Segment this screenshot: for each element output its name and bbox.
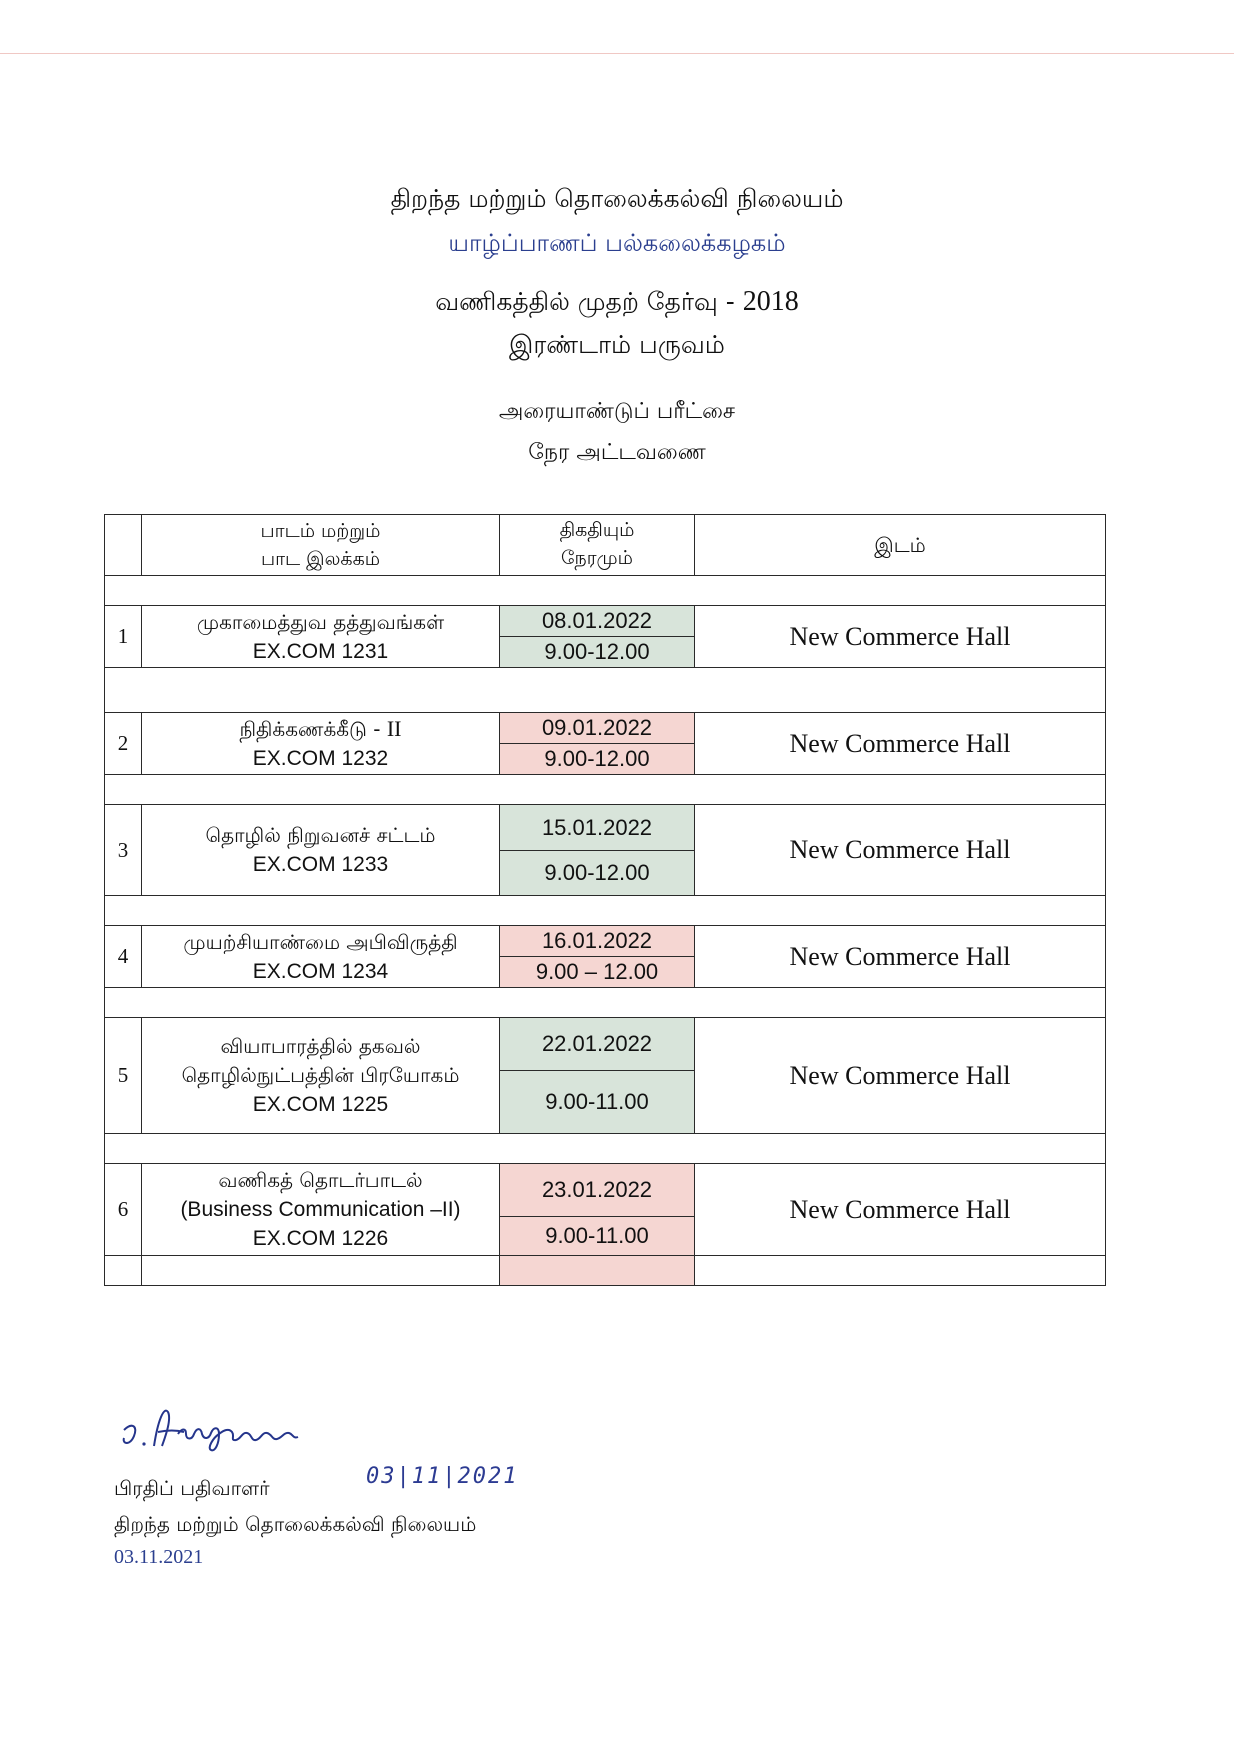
table-row: [105, 1164, 1106, 1217]
subject-name-line2: (Business Communication –II): [180, 1198, 461, 1221]
subject-code: EX.COM 1234: [252, 959, 389, 983]
subject-cell: [142, 713, 500, 775]
exam-time: 9.00-12.00: [500, 637, 695, 668]
row-number: 6: [105, 1164, 142, 1256]
venue: New Commerce Hall: [695, 1164, 1106, 1256]
subject-name: வியாபாரத்தில் தகவல்: [220, 1034, 421, 1058]
table-row: [105, 1018, 1106, 1071]
table-header-row: [105, 515, 1106, 576]
exam-date: 15.01.2022: [500, 805, 695, 851]
subject-name-suffix: II: [386, 716, 402, 741]
signature: [118, 1400, 378, 1460]
subject-name-text: நிதிக்கணக்கீடு -: [239, 717, 381, 741]
subject-code: EX.COM 1231: [252, 639, 389, 663]
row-number: 2: [105, 713, 142, 775]
subject-code: EX.COM 1233: [252, 853, 389, 876]
header-datetime-cell: [500, 515, 695, 576]
header-subject-line1: பாடம் மற்றும்: [260, 520, 381, 542]
exam-name: வணிகத்தில் முதற் தேர்வு -: [435, 287, 735, 316]
exam-date: 16.01.2022: [500, 926, 695, 957]
timetable-title: நேர அட்டவணை: [528, 440, 706, 465]
subject-name: முகாமைத்துவ தத்துவங்கள்: [196, 609, 445, 634]
institute-title: திறந்த மற்றும் தொலைக்கல்வி நிலையம்: [390, 184, 844, 213]
exam-year: 2018: [742, 286, 799, 317]
exam-type: அரையாண்டுப் பரீட்சை: [498, 399, 736, 424]
venue: New Commerce Hall: [695, 606, 1106, 668]
signatory-office: திறந்த மற்றும் தொலைக்கல்வி நிலையம்: [114, 1512, 477, 1536]
subject-cell: [142, 1018, 500, 1134]
table-row: [105, 713, 1106, 744]
subject-name: முயற்சியாண்மை அபிவிருத்தி: [183, 929, 458, 954]
header-number-cell: [105, 515, 142, 576]
signature-mark: [118, 1400, 378, 1460]
row-number: 4: [105, 926, 142, 988]
subject-name: தொழில் நிறுவனச் சட்டம்: [205, 823, 436, 847]
header-datetime-line1: திகதியும்: [559, 520, 635, 541]
subject-cell: [142, 926, 500, 988]
subject-code: EX.COM 1225: [252, 1093, 389, 1116]
venue: New Commerce Hall: [695, 1018, 1106, 1134]
exam-time: 9.00-11.00: [500, 1071, 695, 1134]
subject-name-line2: தொழில்நுட்பத்தின் பிரயோகம்: [181, 1063, 460, 1087]
spacer-row: [105, 775, 1106, 805]
document-date: 03.11.2021: [114, 1546, 204, 1568]
table-row-empty: [105, 1256, 1106, 1286]
signatory-title: பிரதிப் பதிவாளர்: [114, 1476, 270, 1500]
venue: New Commerce Hall: [695, 926, 1106, 988]
page-top-rule: [0, 53, 1234, 54]
exam-title: [0, 286, 1234, 320]
row-number: 3: [105, 805, 142, 896]
subject-name: [142, 714, 499, 744]
subject-cell: [142, 606, 500, 668]
header-datetime-line2: நேரமும்: [561, 548, 633, 569]
spacer-row: [105, 896, 1106, 926]
spacer-row: [105, 988, 1106, 1018]
header-subject-line2: பாட இலக்கம்: [260, 548, 381, 570]
row-number: 1: [105, 606, 142, 668]
table-row: [105, 805, 1106, 851]
exam-time: 9.00 – 12.00: [500, 957, 695, 988]
header-subject-cell: [142, 515, 500, 576]
exam-date: 08.01.2022: [500, 606, 695, 637]
university-name: யாழ்ப்பாணப் பல்கலைக்கழகம்: [448, 229, 786, 257]
exam-date: 23.01.2022: [500, 1164, 695, 1217]
exam-date: 09.01.2022: [500, 713, 695, 744]
handwritten-date: 03|11|2021: [366, 1464, 519, 1489]
subject-name: வணிகத் தொடர்பாடல்: [218, 1168, 423, 1192]
row-number: 5: [105, 1018, 142, 1134]
exam-time: 9.00-12.00: [500, 851, 695, 896]
exam-timetable: [104, 514, 1106, 1286]
subject-cell: [142, 805, 500, 896]
empty-shaded-cell: [500, 1256, 695, 1286]
subject-cell: [142, 1164, 500, 1256]
venue: New Commerce Hall: [695, 713, 1106, 775]
header-venue-cell: இடம்: [695, 515, 1106, 576]
table-row: [105, 606, 1106, 637]
subject-code: EX.COM 1232: [252, 747, 389, 770]
spacer-row: [105, 576, 1106, 606]
spacer-row: [105, 668, 1106, 713]
subject-code: EX.COM 1226: [252, 1227, 389, 1250]
semester-title: இரண்டாம் பருவம்: [509, 330, 725, 359]
table-row: [105, 926, 1106, 957]
exam-date: 22.01.2022: [500, 1018, 695, 1071]
venue: New Commerce Hall: [695, 805, 1106, 896]
spacer-row: [105, 1134, 1106, 1164]
exam-time: 9.00-11.00: [500, 1217, 695, 1256]
exam-time: 9.00-12.00: [500, 744, 695, 775]
